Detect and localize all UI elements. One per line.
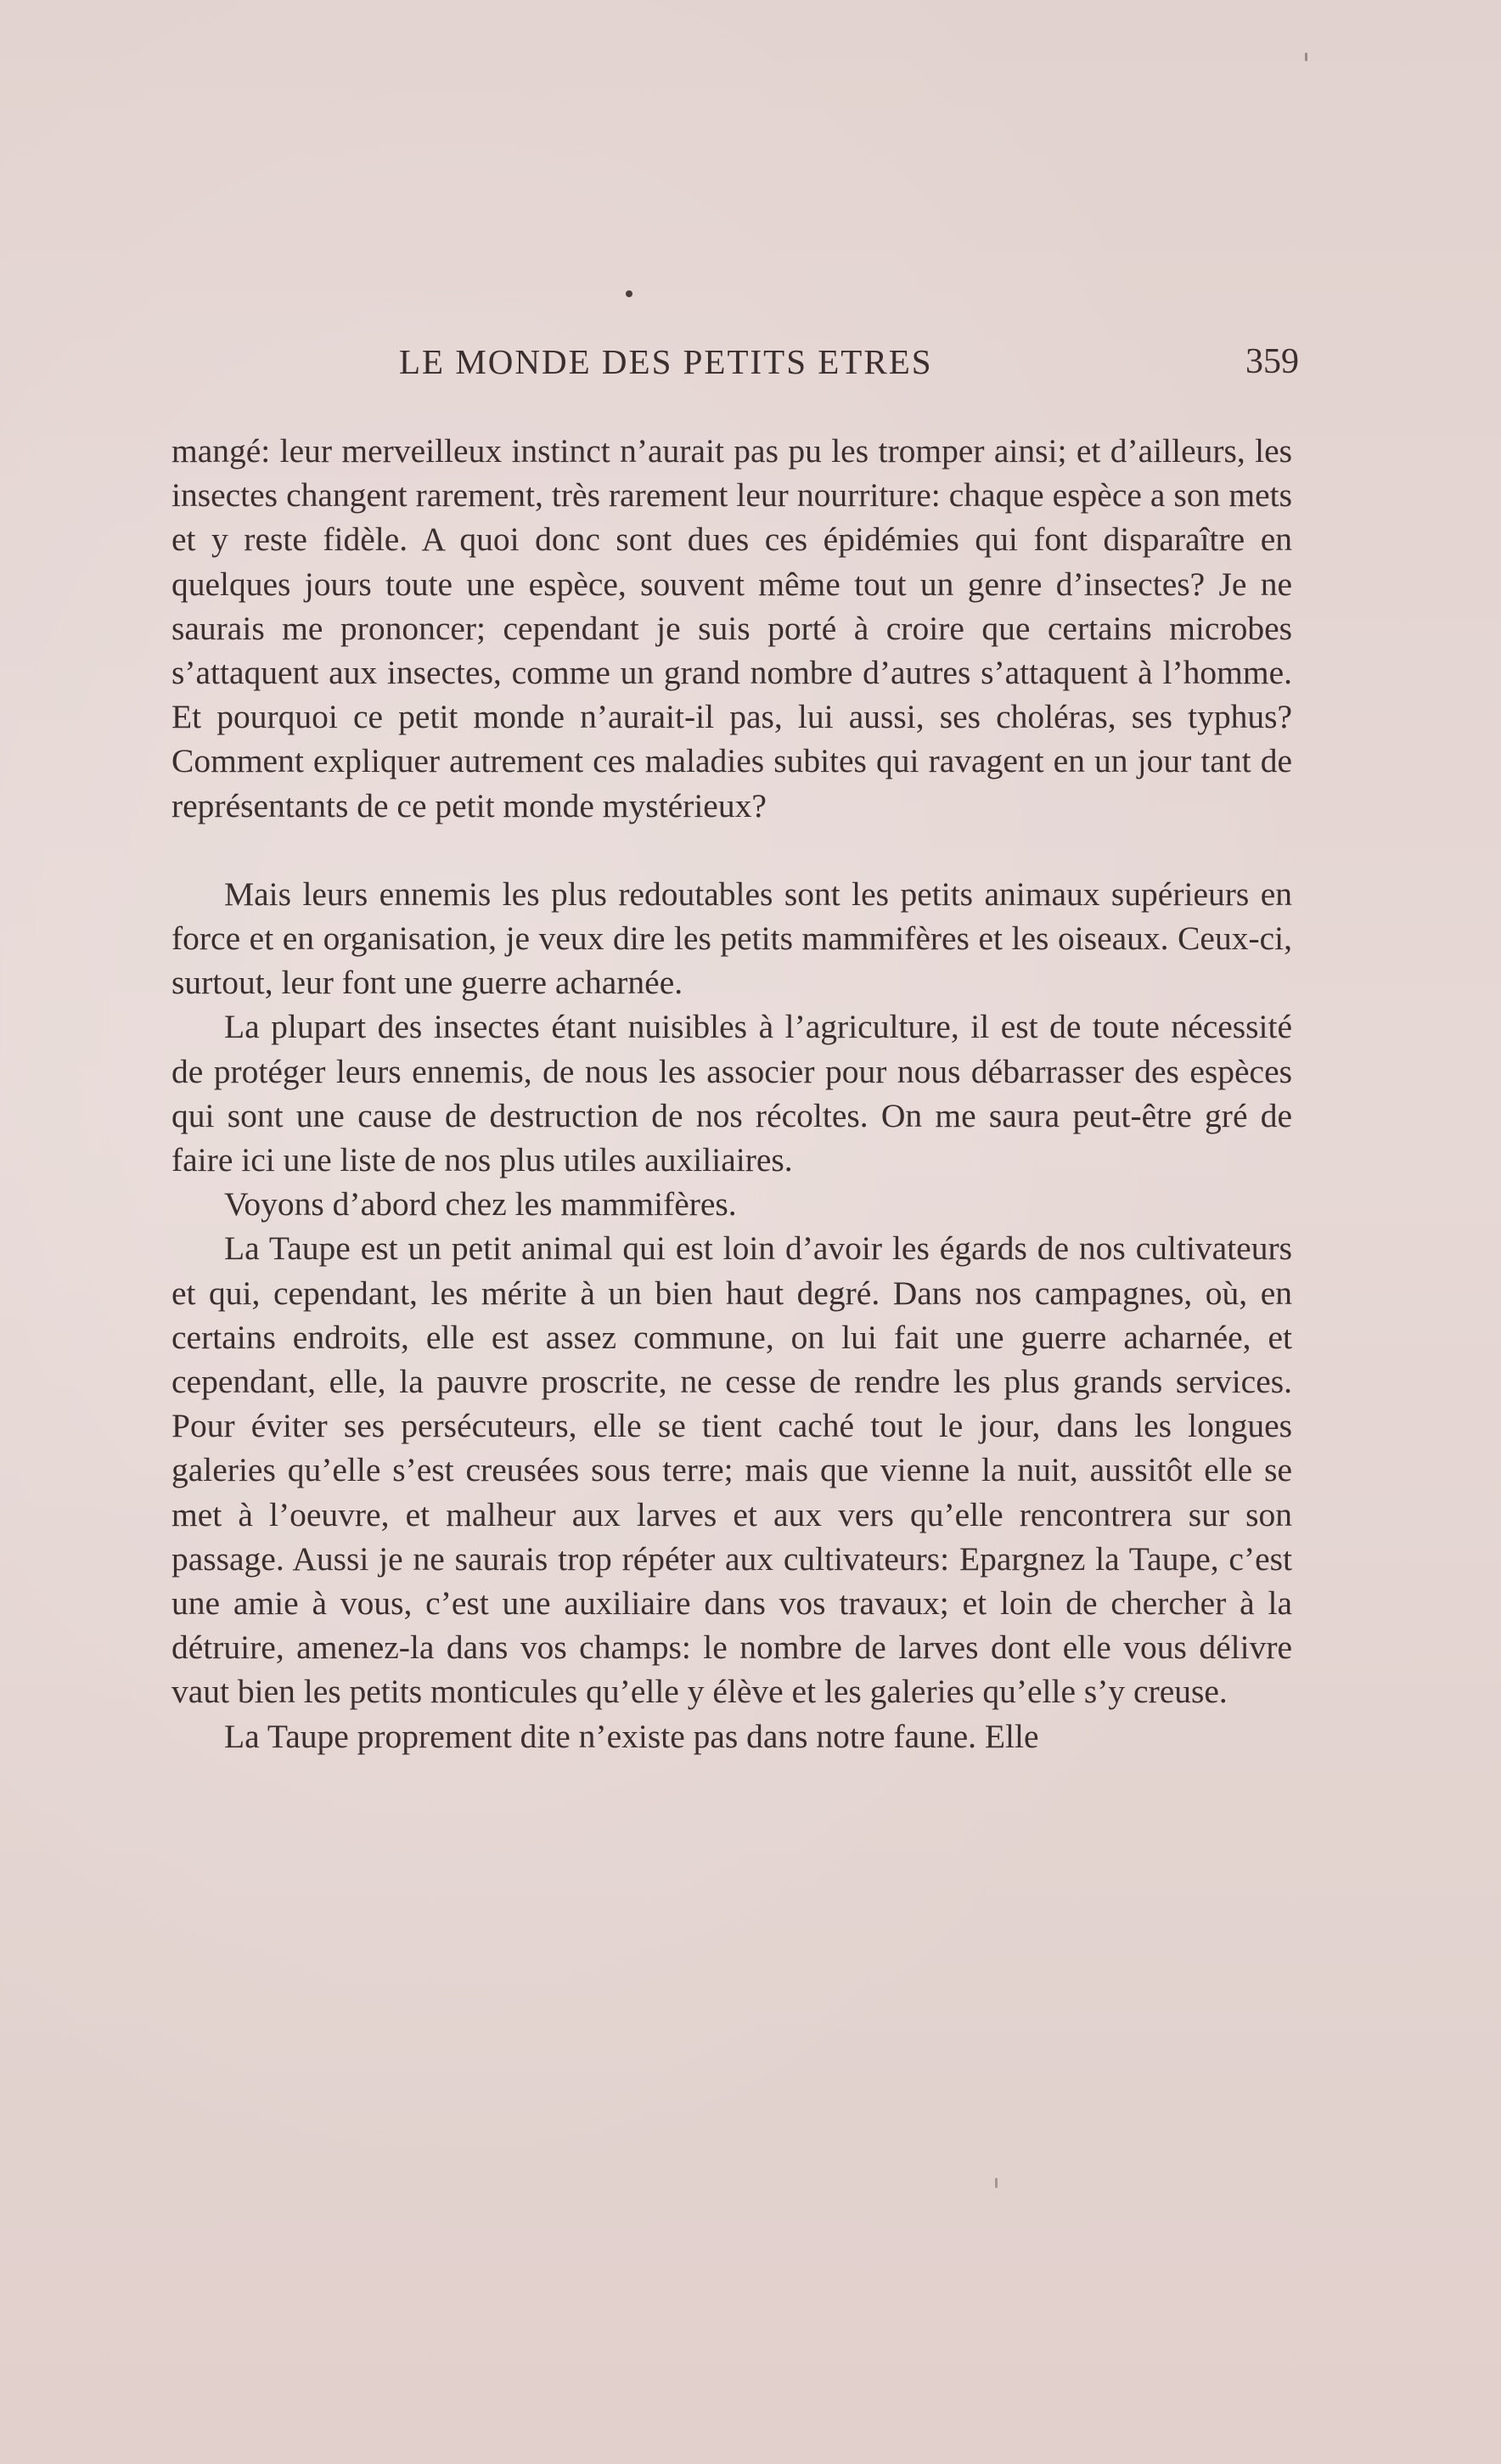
paragraph: La Taupe proprement dite n’existe pas dans notre faune. Elle [224,1717,1039,1755]
paragraph: La plupart des insectes étant nuisibles à l’agriculture, il est de toute nécessité de protéger leurs ennemis, de nous les associer pour nous débarrasser des espèces qui sont une cause de destruction de nos récoltes. On me saura peut-être gré de faire ici une liste de nos plus utiles auxiliaires. [171,1008,1292,1179]
running-title: LE MONDE DES PETITS ETRES [399,342,933,381]
running-head [170,341,1299,392]
ink-speck [995,2178,998,2188]
page-number: 359 [1245,342,1299,381]
body-text [171,429,1292,1758]
paragraph: mangé: leur merveilleux instinct n’aurait pas pu les tromper ainsi; et d’ailleurs, les insectes changent rarement, très rarement leur nourriture: chaque espèce a son mets et y reste fidèle. A quoi donc sont dues ces épidémies qui font disparaître en quelques jours toute une espèce, souvent même tout un genre d’insectes? Je ne saurais me prononcer; cependant je suis porté à croire que certains microbes s’attaquent aux insectes, comme un grand nombre d’autres s’attaquent à l’homme. Et pourquoi ce petit monde n’aurait-il pas, lui aussi, ses choléras, ses typhus? Comment expliquer autrement ces maladies subites qui ravagent en un jour tant de représentants de ce petit monde mystérieux? [171,432,1292,824]
paragraph: La Taupe est un petit animal qui est loin d’avoir les égards de nos cultivateurs et qui, cependant, les mérite à un bien haut degré. Dans nos campagnes, où, en certains endroits, elle est assez commune, on lui fait une guerre acharnée, et cependant, elle, la pauvre proscrite, ne cesse de rendre les plus grands services. Pour éviter ses persécuteurs, elle se tient caché tout le jour, dans les longues galeries qu’elle s’est creusées sous terre; mais que vienne la nuit, aussitôt elle se met à l’oeuvre, et malheur aux larves et aux vers qu’elle rencontrera sur son passage. Aussi je ne saurais trop répéter aux cultivateurs: Epargnez la Taupe, c’est une amie à vous, c’est une auxiliaire dans vos travaux; et loin de chercher à la détruire, amenez-la dans vos champs: le nombre de larves dont elle vous délivre vaut bien les petits monticules qu’elle y élève et les galeries qu’elle s’y creuse. [171,1229,1292,1711]
paragraph: Mais leurs ennemis les plus redoutables sont les petits animaux supérieurs en force et en organisation, je veux dire les petits mammifères et les oiseaux. Ceux-ci, surtout, leur font une guerre acharnée. [171,875,1292,1002]
paragraph: Voyons d’abord chez les mammifères. [224,1185,737,1224]
ink-speck [626,290,632,297]
ink-speck [1305,53,1307,61]
